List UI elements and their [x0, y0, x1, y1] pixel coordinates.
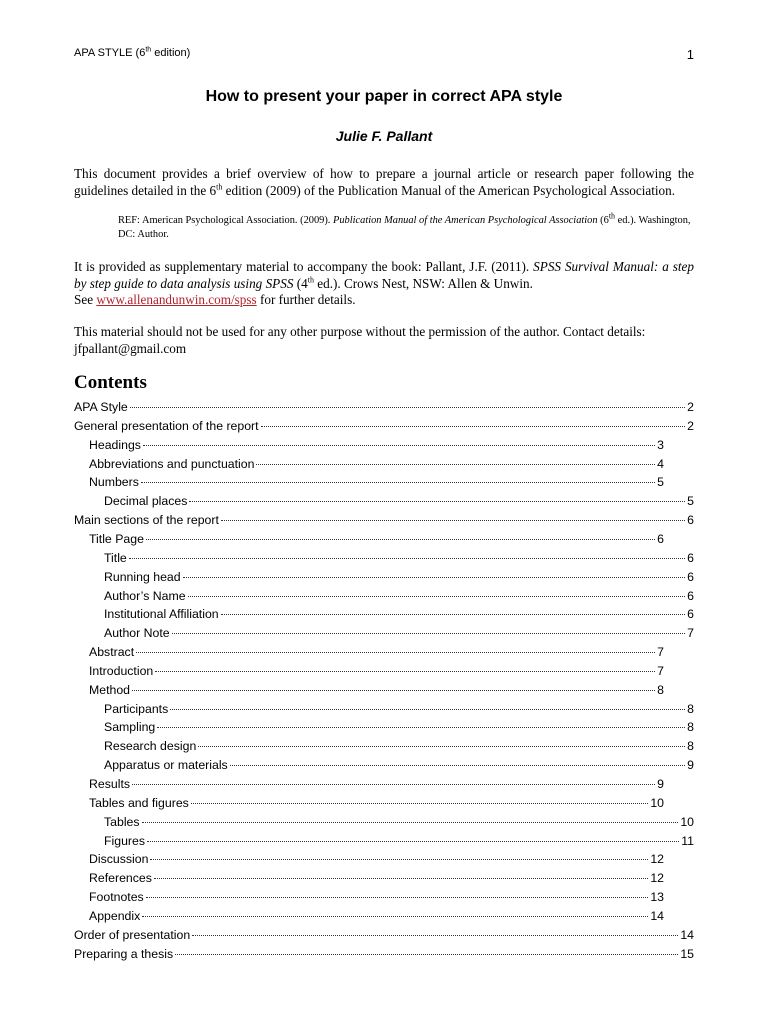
intro-paragraph — [74, 166, 694, 199]
toc-entry-title: Method — [89, 682, 131, 697]
toc-dot-leader — [189, 501, 685, 502]
toc-dot-leader — [143, 445, 655, 446]
toc-dot-leader — [155, 671, 655, 672]
toc-entry-title: Sampling — [104, 720, 156, 735]
toc-entry[interactable] — [89, 645, 664, 663]
toc-entry-title: Footnotes — [89, 890, 144, 905]
toc-entry-page: 10 — [650, 795, 664, 810]
toc-dot-leader — [130, 407, 685, 408]
toc-entry[interactable] — [104, 834, 694, 852]
toc-entry-page: 11 — [681, 833, 694, 848]
supplementary-text: It is provided as supplementary material to accompany the book: Pallant, J.F. (2011). — [74, 259, 534, 274]
toc-entry[interactable] — [104, 607, 694, 625]
toc-entry[interactable] — [74, 513, 694, 531]
toc-entry[interactable] — [104, 702, 694, 720]
toc-entry[interactable] — [74, 947, 694, 965]
toc-entry[interactable] — [89, 890, 664, 908]
toc-dot-leader — [183, 577, 686, 578]
toc-dot-leader — [191, 803, 649, 804]
toc-entry[interactable] — [89, 796, 664, 814]
toc-entry-title: Appendix — [89, 908, 141, 923]
toc-entry-title: Participants — [104, 701, 169, 716]
toc-entry-title: Running head — [104, 569, 181, 584]
toc-dot-leader — [188, 596, 686, 597]
toc-entry-page: 6 — [687, 569, 694, 584]
toc-entry-title: Author Note — [104, 626, 170, 641]
toc-entry-page: 7 — [687, 626, 694, 641]
toc-entry-title: Abbreviations and punctuation — [89, 456, 255, 471]
toc-dot-leader — [150, 859, 648, 860]
running-head-prefix: APA STYLE (6 — [74, 47, 146, 59]
supplementary-text-2: (4 — [293, 275, 308, 291]
toc-entry-page: 8 — [687, 720, 694, 735]
toc-entry-page: 8 — [687, 739, 694, 754]
toc-entry-page: 10 — [680, 814, 694, 829]
toc-entry[interactable] — [104, 720, 694, 738]
reference-text-3: ed.). Washington, DC: Author. — [118, 215, 691, 240]
see-suffix: for further details. — [256, 292, 356, 307]
toc-entry[interactable] — [104, 494, 694, 512]
toc-entry[interactable] — [74, 419, 694, 437]
running-head — [74, 46, 694, 62]
toc-dot-leader — [146, 539, 655, 540]
toc-entry[interactable] — [89, 475, 664, 493]
toc-entry-title: Main sections of the report — [74, 513, 219, 528]
toc-dot-leader — [141, 482, 655, 483]
toc-entry[interactable] — [89, 532, 664, 550]
toc-entry-title: Apparatus or materials — [104, 758, 228, 773]
toc-entry-page: 15 — [680, 946, 694, 961]
toc-entry-title: Abstract — [89, 645, 135, 660]
toc-entry[interactable] — [104, 626, 694, 644]
toc-dot-leader — [230, 765, 685, 766]
toc-dot-leader — [170, 709, 685, 710]
toc-dot-leader — [175, 954, 678, 955]
permission-paragraph: This material should not be used for any other purpose without the permission of the author. Contact details: jfpallant@gmail.com — [74, 324, 646, 356]
toc-entry-page: 9 — [657, 777, 664, 791]
toc-entry-page: 5 — [687, 494, 694, 509]
page-number: 1 — [686, 47, 694, 62]
supplementary-text-3: ed.). Crows Nest, NSW: Allen & Unwin. — [313, 275, 533, 291]
toc-entry-page: 2 — [687, 400, 694, 414]
toc-entry[interactable] — [104, 551, 694, 569]
toc-dot-leader — [157, 727, 685, 728]
reference-title: Publication Manual of the American Psychological Association — [333, 215, 598, 226]
toc-entry-title: Headings — [89, 437, 141, 452]
toc-entry[interactable] — [89, 852, 664, 870]
toc-entry-title: General presentation of the report — [74, 418, 259, 433]
toc-entry[interactable] — [89, 871, 664, 889]
toc-entry-page: 9 — [687, 758, 694, 773]
toc-entry-page: 14 — [680, 927, 694, 942]
toc-entry-title: Title Page — [89, 531, 144, 546]
toc-entry-page: 6 — [687, 588, 694, 603]
supplementary-paragraph — [74, 259, 694, 309]
toc-entry-page: 6 — [687, 513, 694, 528]
toc-entry-page: 12 — [650, 871, 664, 886]
toc-entry-page: 4 — [657, 456, 664, 471]
toc-entry-page: 8 — [687, 701, 694, 716]
toc-entry-title: Figures — [104, 833, 146, 848]
toc-dot-leader — [221, 614, 686, 615]
reference-text: REF: American Psychological Association. (2009). — [118, 215, 334, 226]
toc-dot-leader — [154, 878, 648, 879]
toc-dot-leader — [261, 426, 686, 427]
toc-entry[interactable] — [104, 739, 694, 757]
toc-entry-page: 6 — [687, 550, 694, 565]
toc-entry-page: 13 — [650, 890, 664, 905]
see-text: See — [74, 292, 97, 307]
apa-reference — [118, 211, 694, 241]
toc-entry-page: 8 — [657, 682, 664, 697]
toc-dot-leader — [146, 897, 649, 898]
running-head-sup: th — [145, 46, 152, 54]
toc-entry-page: 6 — [657, 531, 664, 546]
document-author: Julie F. Pallant — [335, 128, 433, 144]
toc-entry[interactable] — [104, 570, 694, 588]
toc-dot-leader — [142, 916, 648, 917]
toc-entry-title: Decimal places — [104, 494, 188, 509]
intro-text: This document provides a brief overview of how to prepare a journal article or research paper following the guidelines detailed in the 6 — [74, 166, 694, 198]
toc-entry[interactable] — [89, 457, 664, 475]
toc-dot-leader — [136, 652, 655, 653]
toc-entry[interactable] — [104, 589, 694, 607]
toc-entry[interactable] — [89, 664, 664, 682]
toc-entry-title: Discussion — [89, 852, 149, 867]
toc-entry[interactable] — [74, 928, 694, 946]
toc-entry[interactable] — [104, 758, 694, 776]
toc-entry-page: 7 — [657, 663, 664, 678]
toc-entry-title: Order of presentation — [74, 927, 191, 942]
toc-entry-title: Tables and figures — [89, 795, 189, 810]
toc-entry-title: Title — [104, 550, 127, 565]
contents-heading: Contents — [74, 372, 147, 393]
toc-entry-title: Institutional Affiliation — [104, 607, 219, 622]
intro-text-2: edition (2009) of the Publication Manual of the American Psychological Association. — [222, 182, 676, 198]
toc-entry-title: Author’s Name — [104, 588, 186, 603]
toc-entry-title: Results — [89, 777, 131, 791]
toc-entry-page: 7 — [657, 645, 664, 660]
toc-entry[interactable] — [89, 683, 664, 701]
intro-sup: th — [216, 182, 223, 192]
toc-entry-title: Research design — [104, 739, 197, 754]
toc-entry[interactable] — [104, 815, 694, 833]
toc-dot-leader — [132, 690, 655, 691]
toc-entry-title: Introduction — [89, 663, 154, 678]
toc-entry-title: Numbers — [89, 475, 139, 490]
toc-entry-page: 12 — [650, 852, 664, 867]
toc-entry-page: 14 — [650, 908, 664, 923]
toc-dot-leader — [172, 633, 686, 634]
toc-dot-leader — [142, 822, 679, 823]
reference-sup: th — [608, 211, 616, 221]
toc-dot-leader — [192, 935, 678, 936]
toc-entry-page: 3 — [657, 437, 664, 452]
book-title: SPSS Survival Manual: a step by step guide to data analysis using SPSS — [74, 259, 694, 291]
toc-entry[interactable] — [74, 400, 694, 418]
toc-dot-leader — [129, 558, 685, 559]
toc-entry-page: 6 — [687, 607, 694, 622]
document-title: How to present your paper in correct APA style — [205, 88, 563, 105]
toc-entry-title: References — [89, 871, 152, 886]
supplementary-sup: th — [307, 275, 314, 285]
toc-entry-page: 2 — [687, 418, 694, 433]
toc-entry[interactable] — [89, 777, 664, 795]
toc-entry-title: APA Style — [74, 400, 128, 414]
toc-entry-title: Preparing a thesis — [74, 946, 174, 961]
toc-entry[interactable] — [89, 909, 664, 927]
toc-entry-title: Tables — [104, 814, 140, 829]
reference-text-2: (6 — [597, 215, 609, 226]
publisher-link[interactable]: www.allenandunwin.com/spss — [96, 292, 257, 307]
toc-entry[interactable] — [89, 438, 664, 456]
toc-dot-leader — [147, 841, 679, 842]
running-head-suffix: edition) — [151, 47, 191, 59]
toc-entry-page: 5 — [657, 475, 664, 490]
toc-dot-leader — [198, 746, 685, 747]
toc-dot-leader — [256, 464, 655, 465]
toc-dot-leader — [132, 784, 655, 785]
toc-dot-leader — [221, 520, 685, 521]
